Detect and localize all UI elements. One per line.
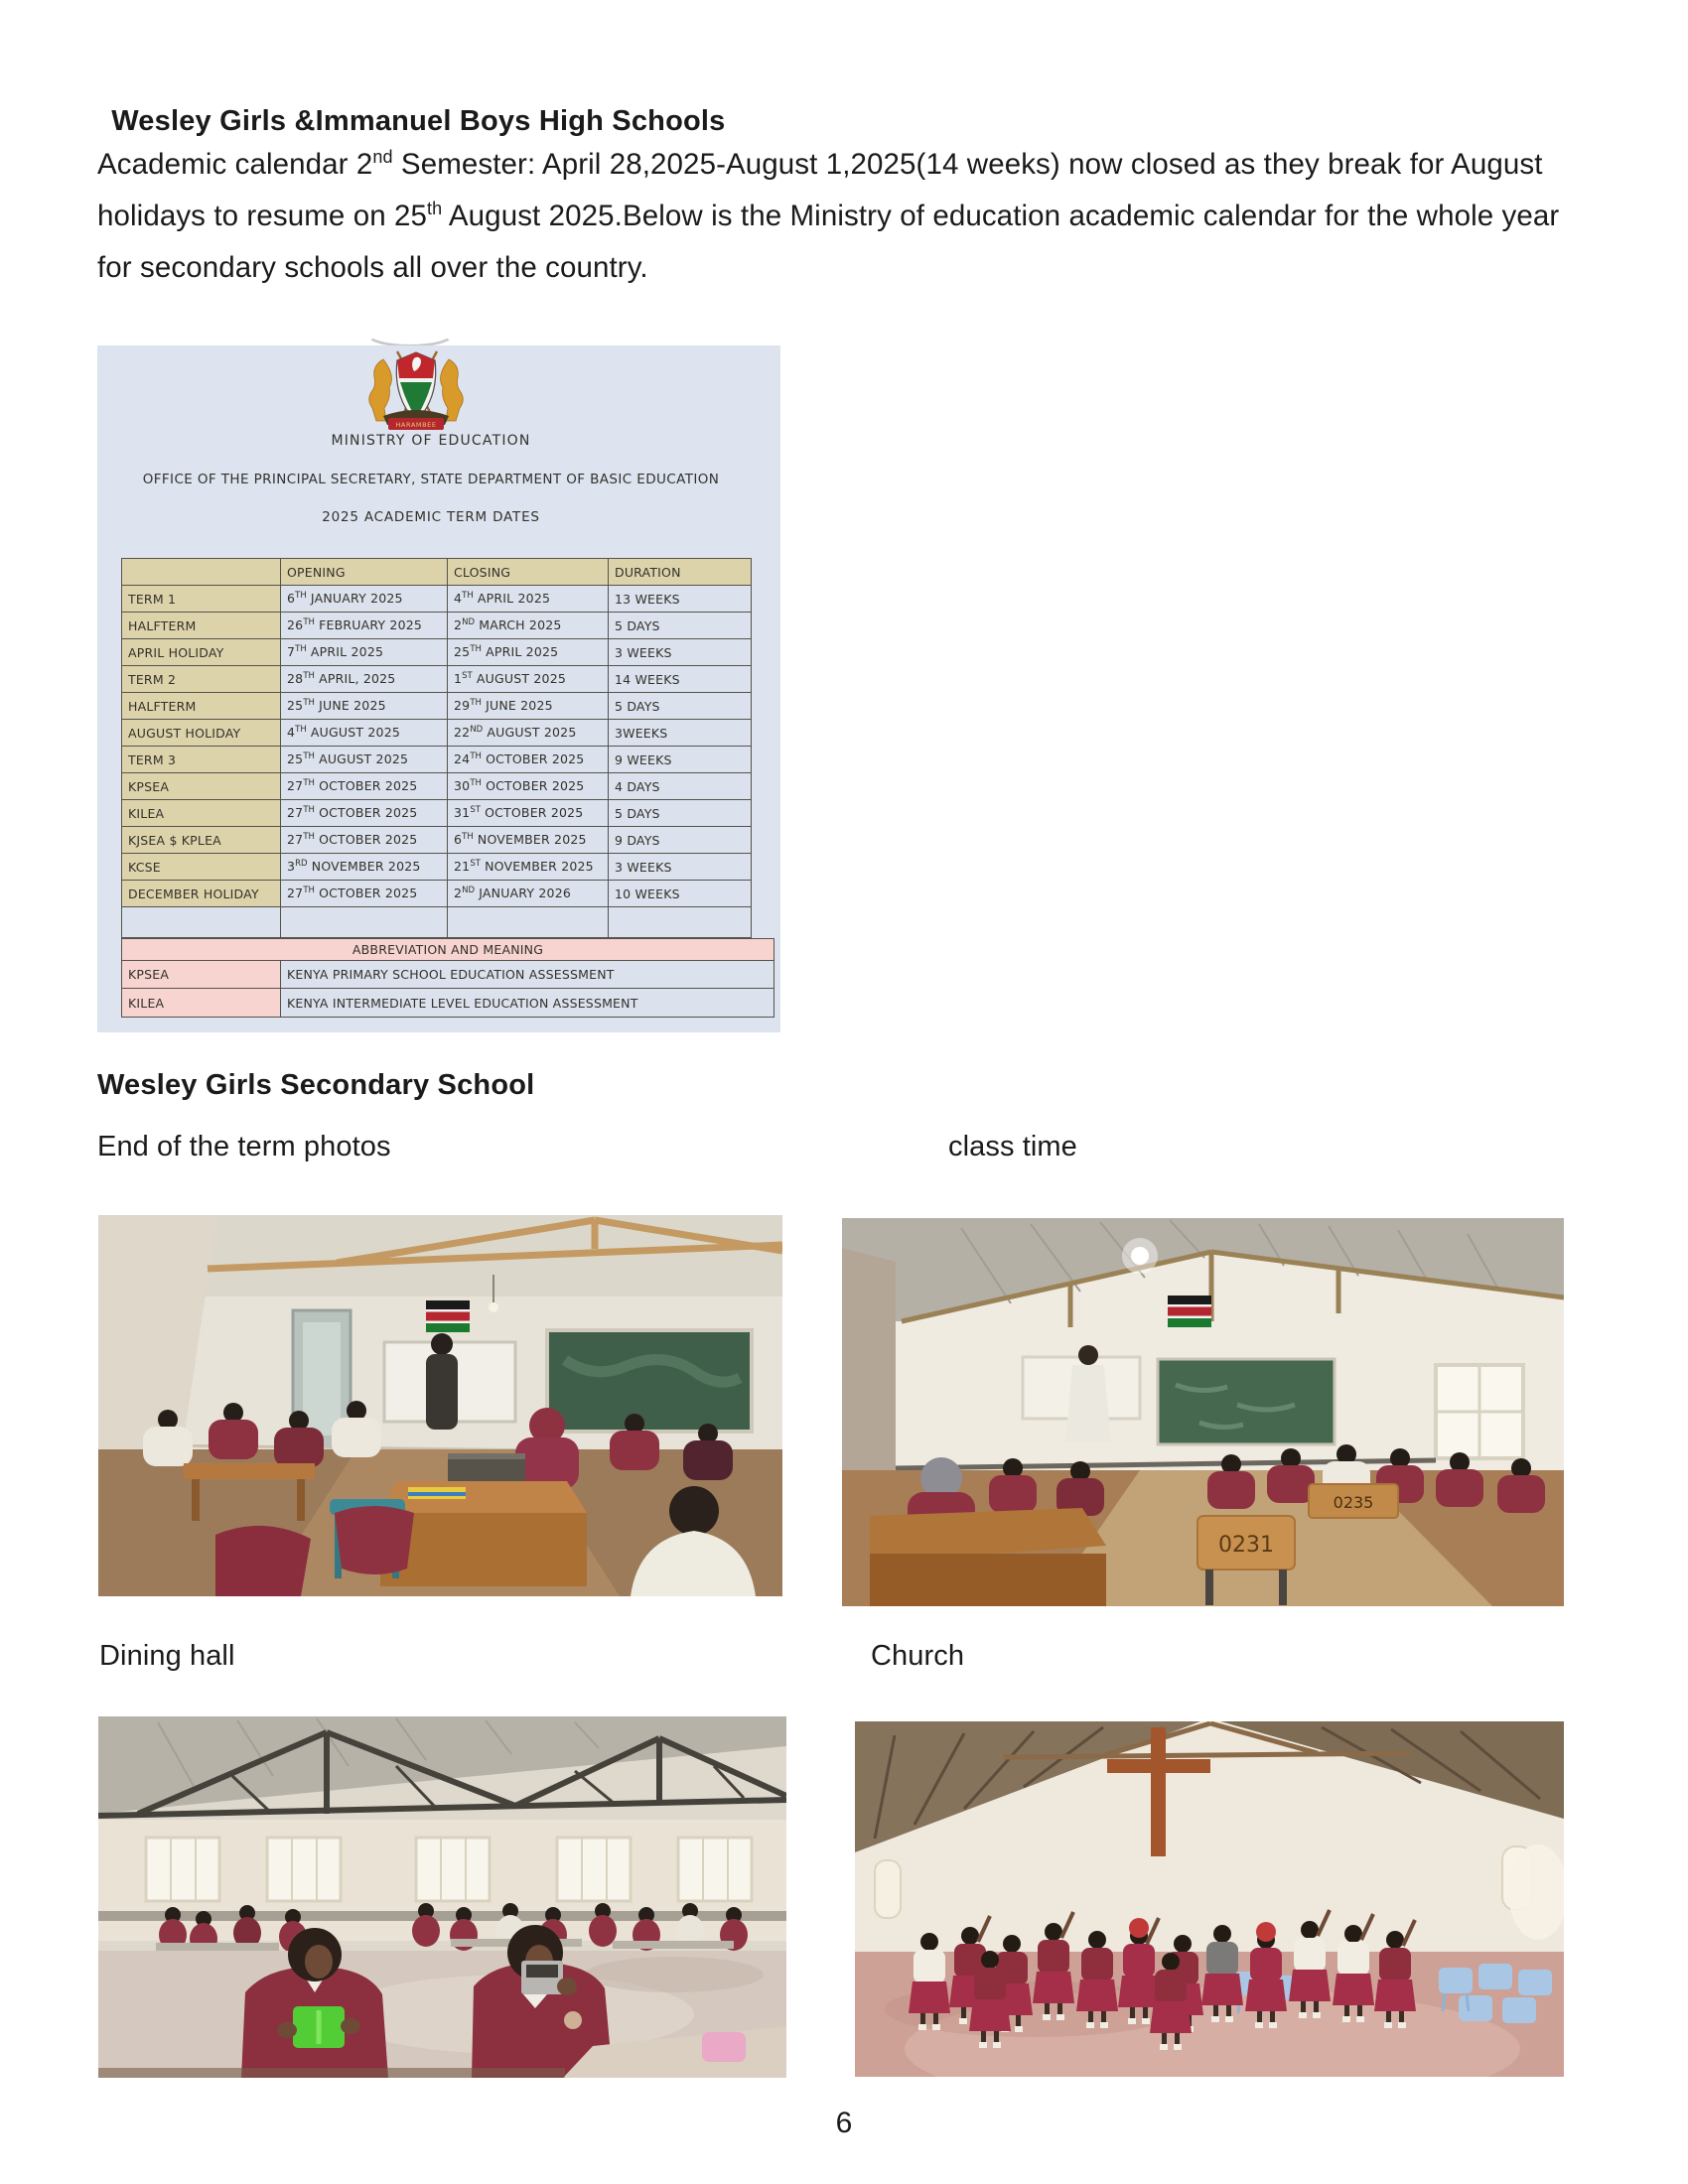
- ordinal-superscript: nd: [372, 147, 393, 168]
- empty-cell: [448, 907, 609, 938]
- term-duration-cell: 10 WEEKS: [609, 881, 752, 907]
- term-row: [122, 693, 752, 720]
- term-label-cell: KJSEA $ KPLEA: [122, 827, 281, 854]
- page-title: Wesley Girls &Immanuel Boys High Schools: [103, 105, 726, 137]
- caption-dining-hall: Dining hall: [99, 1640, 235, 1672]
- term-row: [122, 747, 752, 773]
- school-section-heading: Wesley Girls Secondary School: [97, 1069, 535, 1101]
- empty-row: [122, 907, 752, 938]
- term-closing-cell: 4TH APRIL 2025: [448, 586, 609, 613]
- empty-cell: [122, 907, 281, 938]
- term-closing-cell: 31ST OCTOBER 2025: [448, 800, 609, 827]
- term-label-cell: KILEA: [122, 800, 281, 827]
- desk: [870, 1508, 1106, 1606]
- empty-cell: [281, 907, 448, 938]
- office-line: OFFICE OF THE PRINCIPAL SECRETARY, STATE DEPARTMENT OF BASIC EDUCATION: [142, 472, 720, 487]
- term-row: [122, 800, 752, 827]
- chair-number: 0231: [1218, 1533, 1274, 1558]
- term-label-cell: AUGUST HOLIDAY: [122, 720, 281, 747]
- term-opening-cell: 26TH FEBRUARY 2025: [281, 613, 448, 639]
- ordinal-superscript: th: [427, 199, 443, 219]
- abbreviation-key-cell: KILEA: [122, 989, 281, 1018]
- term-opening-cell: 27TH OCTOBER 2025: [281, 800, 448, 827]
- term-opening-cell: 3RD NOVEMBER 2025: [281, 854, 448, 881]
- chair: [330, 1499, 414, 1578]
- abbreviation-meaning-cell: KENYA INTERMEDIATE LEVEL EDUCATION ASSESSMENT: [281, 989, 774, 1018]
- term-label-cell: HALFTERM: [122, 613, 281, 639]
- pink-cup: [702, 2032, 746, 2062]
- term-duration-cell: 13 WEEKS: [609, 586, 752, 613]
- term-column-header: DURATION: [609, 559, 752, 586]
- kenya-coat-of-arms-icon: [353, 347, 479, 433]
- term-opening-cell: 7TH APRIL 2025: [281, 639, 448, 666]
- window: [1436, 1365, 1523, 1458]
- term-row: [122, 639, 752, 666]
- term-row: [122, 881, 752, 907]
- term-closing-cell: 22ND AUGUST 2025: [448, 720, 609, 747]
- term-opening-cell: 27TH OCTOBER 2025: [281, 827, 448, 854]
- crest-motto: HARAMBEE: [395, 421, 437, 429]
- term-duration-cell: 9 DAYS: [609, 827, 752, 854]
- caption-church: Church: [871, 1640, 965, 1672]
- term-row: [122, 827, 752, 854]
- calendar-title: 2025 ACADEMIC TERM DATES: [322, 509, 540, 525]
- term-closing-cell: 30TH OCTOBER 2025: [448, 773, 609, 800]
- term-dates-table: [121, 558, 752, 938]
- term-row: [122, 586, 752, 613]
- term-duration-cell: 3 WEEKS: [609, 639, 752, 666]
- intro-text: August 2025.Below is the Ministry of education academic calendar for the whole year for secondary schools all over the country.: [97, 200, 1560, 284]
- term-opening-cell: 25TH AUGUST 2025: [281, 747, 448, 773]
- photo-dining-hall: [98, 1716, 786, 2078]
- intro-text: Academic calendar 2: [97, 148, 373, 181]
- abbreviation-key-cell: KPSEA: [122, 961, 281, 989]
- term-duration-cell: 3WEEKS: [609, 720, 752, 747]
- caption-class-time: class time: [948, 1131, 1077, 1162]
- intro-text: Semester: April 28,2025-August 1,2025(14 weeks) now closed as they break for August holidays to resume on 25: [97, 148, 1543, 232]
- term-label-cell: KCSE: [122, 854, 281, 881]
- term-opening-cell: 6TH JANUARY 2025: [281, 586, 448, 613]
- term-closing-cell: 1ST AUGUST 2025: [448, 666, 609, 693]
- term-label-cell: TERM 3: [122, 747, 281, 773]
- term-opening-cell: 28TH APRIL, 2025: [281, 666, 448, 693]
- term-duration-cell: 3 WEEKS: [609, 854, 752, 881]
- stone-pillar: [842, 1248, 896, 1488]
- term-label-cell: APRIL HOLIDAY: [122, 639, 281, 666]
- caption-end-of-term: End of the term photos: [97, 1131, 391, 1162]
- term-header-row: [122, 559, 752, 586]
- term-opening-cell: 25TH JUNE 2025: [281, 693, 448, 720]
- term-label-cell: HALFTERM: [122, 693, 281, 720]
- term-closing-cell: 24TH OCTOBER 2025: [448, 747, 609, 773]
- window: [875, 1860, 901, 1918]
- term-closing-cell: 2ND JANUARY 2026: [448, 881, 609, 907]
- term-opening-cell: 4TH AUGUST 2025: [281, 720, 448, 747]
- term-label-cell: TERM 2: [122, 666, 281, 693]
- term-duration-cell: 5 DAYS: [609, 693, 752, 720]
- intro-paragraph: [97, 139, 1569, 294]
- chair-number: 0235: [1333, 1493, 1374, 1512]
- term-closing-cell: 29TH JUNE 2025: [448, 693, 609, 720]
- abbreviation-table: [121, 938, 774, 1018]
- kenya-flag-icon: [426, 1300, 470, 1332]
- chair: [1309, 1484, 1398, 1518]
- term-closing-cell: 21ST NOVEMBER 2025: [448, 854, 609, 881]
- chalkboard: [1158, 1359, 1335, 1444]
- term-closing-cell: 25TH APRIL 2025: [448, 639, 609, 666]
- photo-classroom-class-time: [842, 1218, 1564, 1606]
- page-number: 6: [835, 2107, 853, 2139]
- term-row: [122, 773, 752, 800]
- term-label-cell: TERM 1: [122, 586, 281, 613]
- term-row: [122, 854, 752, 881]
- term-column-header: CLOSING: [448, 559, 609, 586]
- term-duration-cell: 5 DAYS: [609, 613, 752, 639]
- term-label-cell: DECEMBER HOLIDAY: [122, 881, 281, 907]
- kenya-flag-icon: [1168, 1296, 1211, 1327]
- term-column-header: OPENING: [281, 559, 448, 586]
- scan-arc-artifact: [363, 316, 457, 347]
- ministry-name: MINISTRY OF EDUCATION: [331, 433, 531, 449]
- abbreviation-meaning-cell: KENYA PRIMARY SCHOOL EDUCATION ASSESSMENT: [281, 961, 774, 989]
- term-row: [122, 720, 752, 747]
- photo-church: [855, 1721, 1564, 2077]
- term-row: [122, 613, 752, 639]
- term-duration-cell: 5 DAYS: [609, 800, 752, 827]
- term-closing-cell: 2ND MARCH 2025: [448, 613, 609, 639]
- term-duration-cell: 14 WEEKS: [609, 666, 752, 693]
- photo-classroom-end-of-term: [98, 1215, 782, 1596]
- term-row: [122, 666, 752, 693]
- term-label-cell: KPSEA: [122, 773, 281, 800]
- ministry-calendar-image: [97, 345, 780, 1032]
- term-opening-cell: 27TH OCTOBER 2025: [281, 773, 448, 800]
- term-duration-cell: 9 WEEKS: [609, 747, 752, 773]
- desk: [184, 1463, 315, 1479]
- term-opening-cell: 27TH OCTOBER 2025: [281, 881, 448, 907]
- empty-cell: [609, 907, 752, 938]
- term-duration-cell: 4 DAYS: [609, 773, 752, 800]
- term-corner-cell: [122, 559, 281, 586]
- abbreviation-header-cell: ABBREVIATION AND MEANING: [122, 939, 774, 961]
- term-closing-cell: 6TH NOVEMBER 2025: [448, 827, 609, 854]
